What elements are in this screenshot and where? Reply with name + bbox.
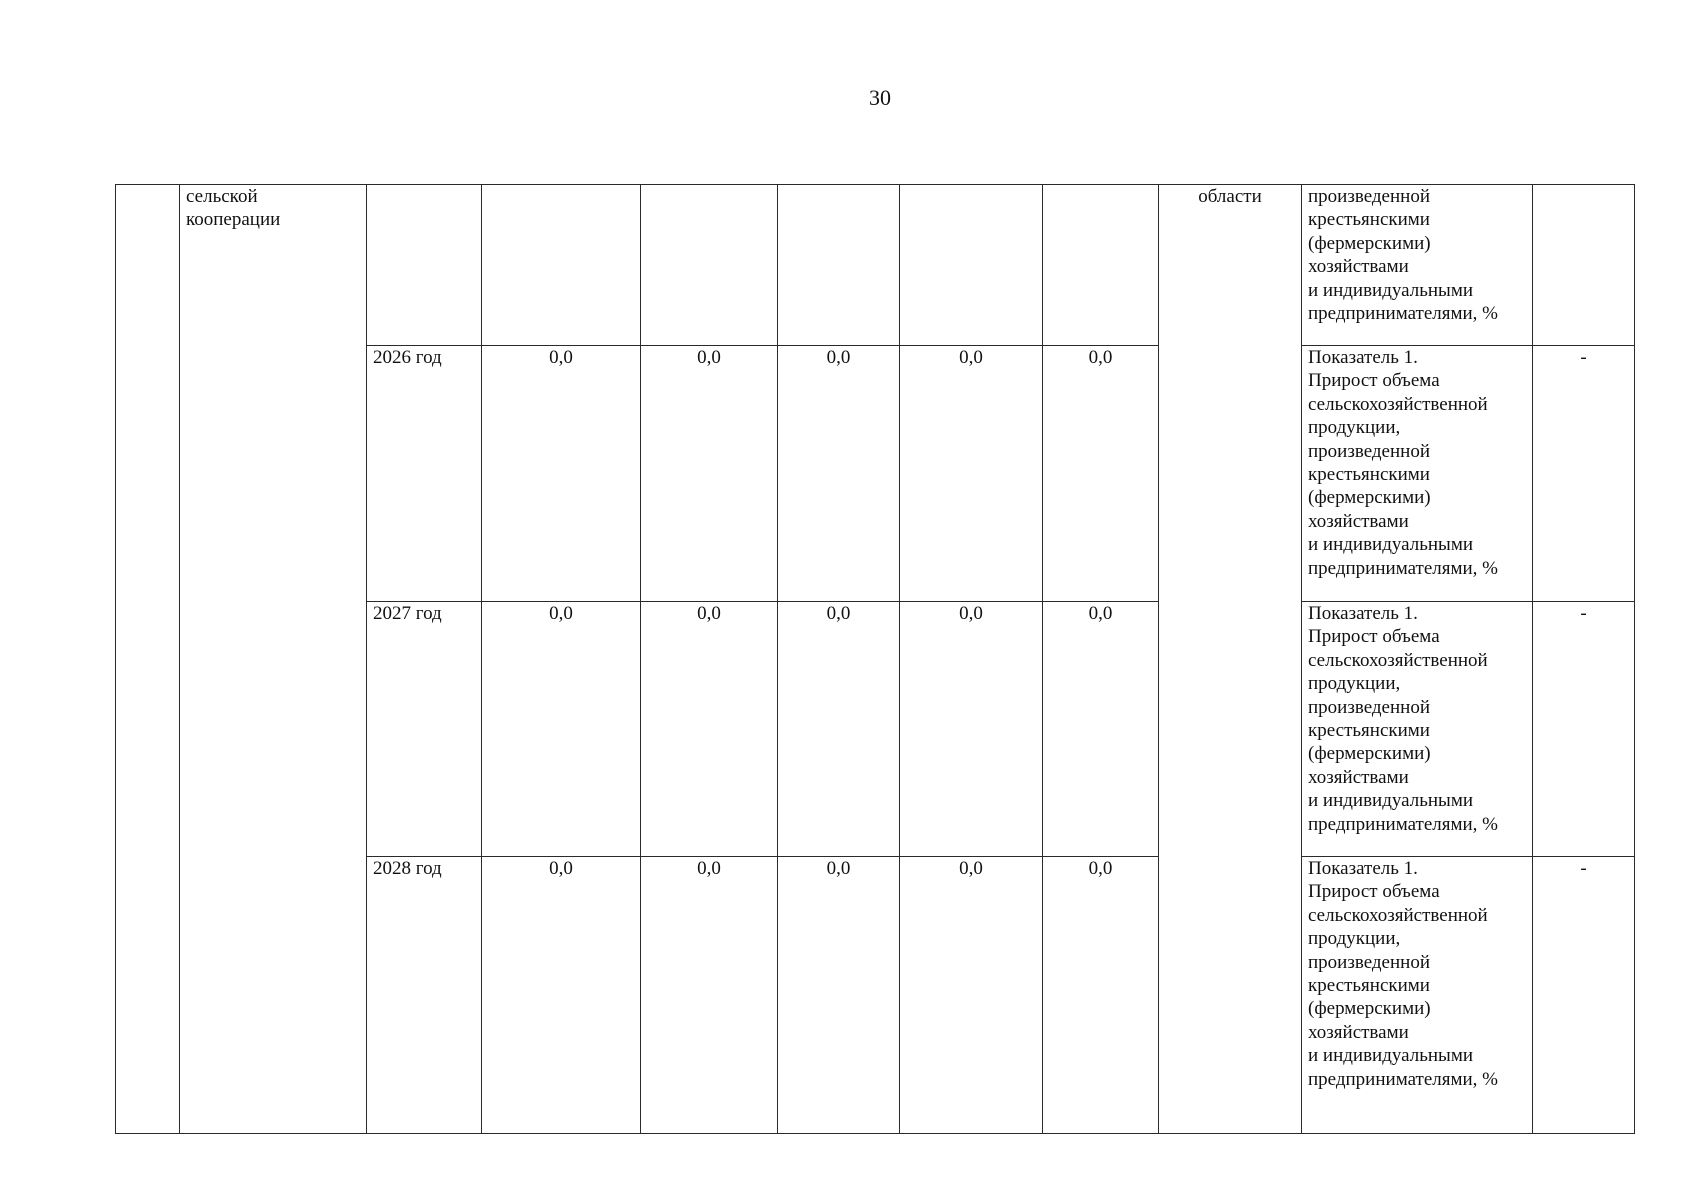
activity-name-cell: сельской кооперации	[180, 185, 367, 1134]
value-cell	[641, 185, 778, 346]
value-cell	[482, 185, 641, 346]
table-row	[116, 185, 1635, 346]
value-cell: 0,0	[900, 346, 1043, 602]
indicator-cell: произведенной крестьянскими (фермерскими) хозяйствами и индивидуальными предпринимателями, %	[1302, 185, 1533, 346]
year-cell	[367, 185, 482, 346]
indicator-cell: Показатель 1. Прирост объема сельскохозяйственной продукции, произведенной крестьянскими (фермерскими) хозяйствами и индивидуальными предпринимателями, %	[1302, 857, 1533, 1134]
target-cell: -	[1533, 857, 1635, 1134]
value-cell: 0,0	[1043, 857, 1159, 1134]
value-cell	[1043, 185, 1159, 346]
value-cell	[900, 185, 1043, 346]
value-cell: 0,0	[900, 857, 1043, 1134]
value-cell: 0,0	[778, 857, 900, 1134]
target-cell: -	[1533, 346, 1635, 602]
value-cell: 0,0	[641, 602, 778, 857]
program-table	[115, 184, 1635, 1134]
value-cell: 0,0	[482, 346, 641, 602]
value-cell: 0,0	[482, 857, 641, 1134]
year-cell: 2026 год	[367, 346, 482, 602]
row-number-cell	[116, 185, 180, 1134]
target-cell: -	[1533, 602, 1635, 857]
target-cell	[1533, 185, 1635, 346]
value-cell: 0,0	[482, 602, 641, 857]
value-cell: 0,0	[778, 346, 900, 602]
value-cell: 0,0	[900, 602, 1043, 857]
indicator-cell: Показатель 1. Прирост объема сельскохозяйственной продукции, произведенной крестьянскими (фермерскими) хозяйствами и индивидуальными предпринимателями, %	[1302, 602, 1533, 857]
executor-cell: области	[1159, 185, 1302, 1134]
page-number: 30	[869, 85, 891, 110]
value-cell: 0,0	[641, 857, 778, 1134]
year-cell: 2028 год	[367, 857, 482, 1134]
indicator-cell: Показатель 1. Прирост объема сельскохозяйственной продукции, произведенной крестьянскими (фермерскими) хозяйствами и индивидуальными предпринимателями, %	[1302, 346, 1533, 602]
value-cell: 0,0	[1043, 602, 1159, 857]
value-cell	[778, 185, 900, 346]
year-cell: 2027 год	[367, 602, 482, 857]
value-cell: 0,0	[641, 346, 778, 602]
value-cell: 0,0	[778, 602, 900, 857]
value-cell: 0,0	[1043, 346, 1159, 602]
